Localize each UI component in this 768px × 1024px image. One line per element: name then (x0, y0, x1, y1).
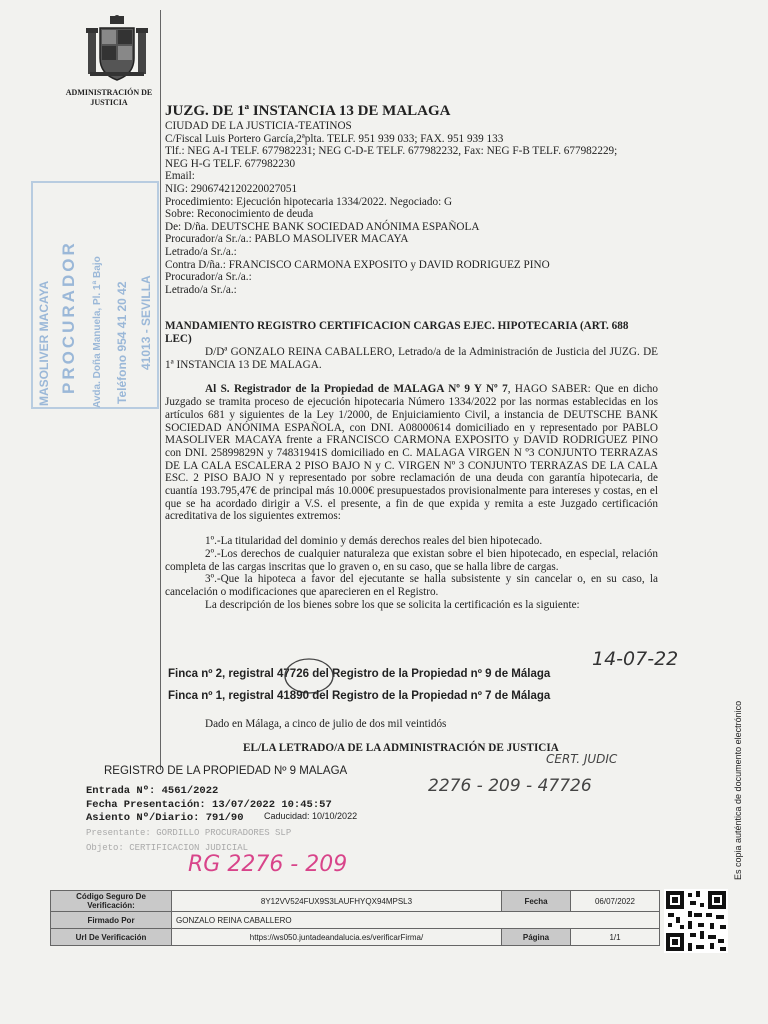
header-line: Tlf.: NEG A-I TELF. 677982231; NEG C-D-E TELF. 677982232, Fax: NEG F-B TELF. 677982229; (165, 145, 618, 158)
dado-en: Dado en Málaga, a cinco de julio de dos mil veintidós (205, 718, 447, 730)
handwritten-ref: 2276 - 209 - 47726 (428, 776, 592, 796)
registro-entrada: Entrada Nº: 4561/2022 (86, 785, 219, 797)
header-line: Procurador/a Sr./a.: (165, 271, 252, 284)
header-line: NEG H-G TELF. 677982230 (165, 157, 296, 170)
header-line: Procurador/a Sr./a.: PABLO MASOLIVER MACAYA (165, 233, 409, 246)
item-4: La descripción de los bienes sobre los que se solicita la certificación es la siguiente: (205, 598, 580, 611)
header-line: NIG: 2906742120220027051 (165, 182, 298, 195)
handwritten-pink-note: RG 2276 - 209 (188, 852, 348, 877)
pagina-value: 1/1 (571, 929, 660, 946)
coat-of-arms-icon (82, 14, 152, 86)
court-header (165, 102, 665, 296)
item-3: 3º.-Que la hipoteca a favor del ejecutante se halla subsistente y sin cancelar o, en su caso, la cancelación o modificaciones que aparecieren en el Registro. (165, 573, 658, 598)
margin-divider (160, 10, 161, 770)
item-2: 2º.-Los derechos de cualquier naturaleza que existan sobre el bien hipotecado, en especial, relación completa de las cargas inscritas que lo graven o, en su caso, que se halla libre de cargas. (165, 547, 658, 573)
document-body (165, 346, 658, 611)
firmado-value: GONZALO REINA CABALLERO (172, 912, 660, 929)
stamp-line-3: Avda. Doña Manuela, Pl. 1ª Bajo (92, 256, 103, 408)
codigo-label: Código Seguro De Verificación: (51, 891, 172, 912)
fecha-label: Fecha (502, 891, 571, 912)
court-title: JUZG. DE 1ª INSTANCIA 13 DE MALAGA (165, 103, 451, 119)
registro-presentante: Presentante: GORDILLO PROCURADORES SLP (86, 828, 292, 838)
finca-2: Finca nº 1, registral 41890 del Registro de la Propiedad nº 7 de Málaga (168, 690, 551, 702)
registrador-text: Al S. Registrador de la Propiedad de MALAGA Nº 9 Y Nº 7 (205, 383, 508, 396)
header-line: CIUDAD DE LA JUSTICIA-TEATINOS (165, 120, 352, 132)
header-line: Contra D/ña.: FRANCISCO CARMONA EXPOSITO y DAVID RODRIGUEZ PINO (165, 258, 550, 271)
registro-objeto: Objeto: CERTIFICACION JUDICIAL (86, 843, 249, 853)
pagina-label: Página (502, 929, 571, 946)
header-line: De: D/ña. DEUTSCHE BANK SOCIEDAD ANÓNIMA ESPAÑOLA (165, 220, 480, 233)
verification-table (50, 890, 660, 946)
item-1: 1º.-La titularidad del dominio y demás derechos reales del bien hipotecado. (205, 535, 543, 548)
stamp-line-2: PROCURADOR (59, 240, 78, 394)
header-line: Email: (165, 170, 195, 183)
intro-paragraph: D/Dª GONZALO REINA CABALLERO, Letrado/a de la Administración de Justicia del JUZG. DE 1ª INSTANCIA 13 DE MALAGA. (165, 346, 658, 371)
stamp-line-5: 41013 - SEVILLA (139, 275, 153, 370)
procurador-stamp (30, 180, 160, 410)
qr-code-icon (664, 889, 728, 953)
header-line: Letrado/a Sr./a.: (165, 245, 237, 258)
url-label: Url De Verificación (51, 929, 172, 946)
finca-1: Finca nº 2, registral 47726 del Registro de la Propiedad nº 9 de Málaga (168, 668, 551, 680)
registro-title: REGISTRO DE LA PROPIEDAD Nº 9 MALAGA (104, 765, 348, 777)
registro-asiento: Asiento Nº/Diario: 791/90 (86, 812, 244, 824)
side-note: Es copia auténtica de documento electrónico (733, 700, 743, 880)
header-line: Sobre: Reconocimiento de deuda (165, 208, 314, 221)
letrado-title: EL/LA LETRADO/A DE LA ADMINISTRACIÓN DE JUSTICIA (243, 742, 559, 754)
administracion-justicia-label: ADMINISTRACIÓN DE JUSTICIA (65, 88, 153, 107)
url-value[interactable]: https://ws050.juntadeandalucia.es/verificarFirma/ (172, 929, 502, 946)
header-line: Letrado/a Sr./a.: (165, 283, 237, 296)
stamp-line-1: MASOLIVER MACAYA (37, 280, 51, 406)
fecha-value: 06/07/2022 (571, 891, 660, 912)
registro-caducidad: Caducidad: 10/10/2022 (264, 811, 358, 821)
registro-fecha: Fecha Presentación: 13/07/2022 10:45:57 (86, 799, 332, 811)
codigo-value: 8Y12VV524FUX9S3LAUFHYQX94MPSL3 (172, 891, 502, 912)
main-paragraph (165, 383, 658, 523)
handwritten-cert: CERT. JUDIC (546, 752, 618, 766)
header-line: Procedimiento: Ejecución hipotecaria 1334/2022. Negociado: G (165, 195, 453, 208)
firmado-label: Firmado Por (51, 912, 172, 929)
header-line: C/Fiscal Luis Portero García,2ªplta. TELF. 951 939 033; FAX. 951 939 133 (165, 132, 504, 145)
paragraph-text: , HAGO SABER: Que en dicho Juzgado se tramita proceso de ejecución hipotecaria Número 1334/2022 por las normas establecidas en los artículos 681 y siguientes de la Ley 1/2000, de Enjuiciamiento Civil, a instancia de DEUTSCHE BANK SOCIEDAD ANÓNIMA ESPAÑOLA, con DNI. A08000614 domiciliado en y representado por PABLO MASOLIVER MACAYA frente a FRANCISCO CARMONA EXPOSITO y DAVID RODRIGUEZ PINO con DNI. 25899829N y 74831941S domiciliado en C. MALAGA VIRGEN N º3 CONJUNTO TERRAZAS DE LA CALA ESCALERA 2 PISO BAJO N y C. VIRGEN Nº 3 CONJUNTO TERRAZAS DE LA CALA ESC. 2 PISO BAJO N y representado por sobre reclamación de una deuda con garantía hipotecaria, de cuantía 193.795,47€ de principal más 10.000€ presupuestados provisionalmente para intereses y costas, en el que se ha acordado dirigir a V.S. el presente, a fin de que expida y remita a este Juzgado certificación acreditativa de los siguientes extremos: (165, 383, 658, 523)
mandamiento-title: MANDAMIENTO REGISTRO CERTIFICACION CARGAS EJEC. HIPOTECARIA (ART. 688 LEC) (165, 320, 629, 345)
stamp-line-4: Teléfono 954 41 20 42 (115, 281, 129, 404)
handwritten-date: 14-07-22 (592, 648, 679, 670)
